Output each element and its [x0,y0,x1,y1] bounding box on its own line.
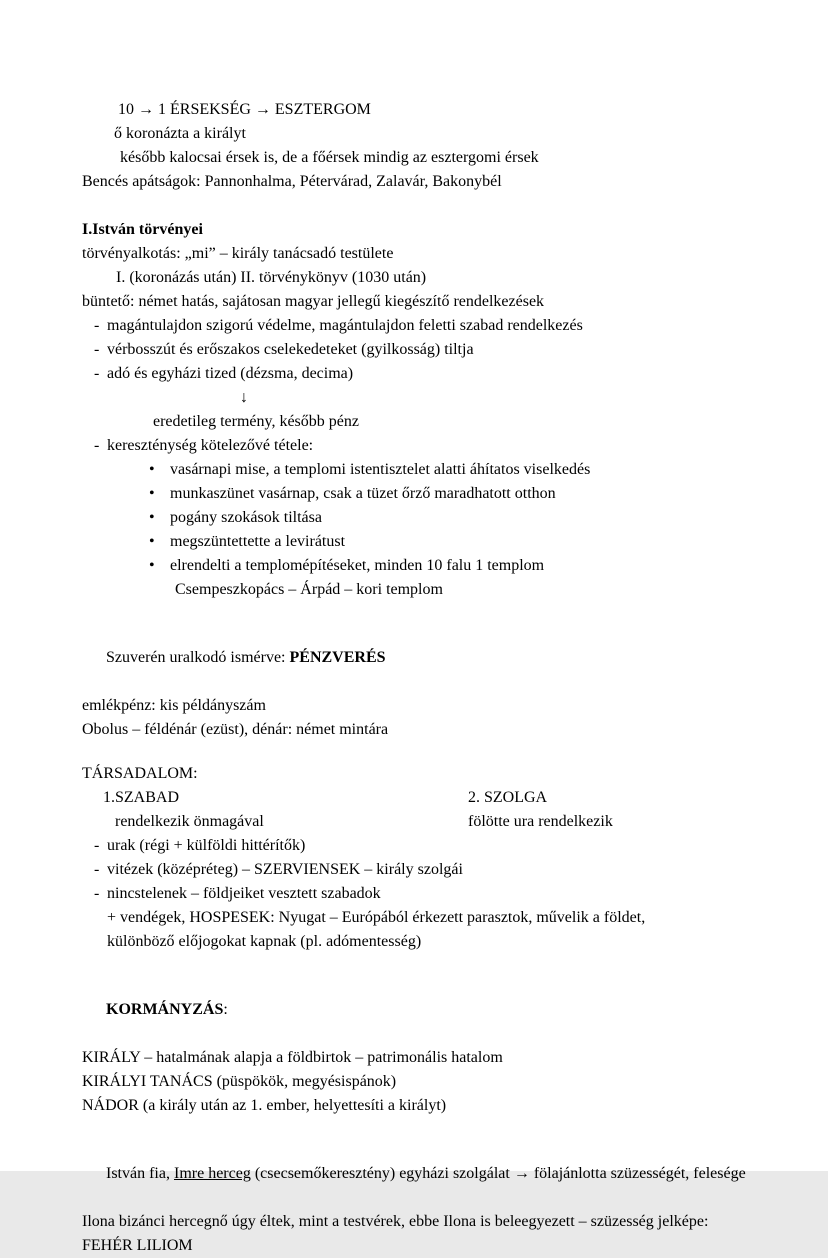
imre-line3-white-lily: FEHÉR LILIOM [82,1237,193,1254]
government-line-council: KIRÁLYI TANÁCS (püspökök, megyésispánok) [82,1073,397,1090]
society-servant-title: 2. SZOLGA [468,789,548,806]
dash-marker: - [94,837,100,854]
dash-marker: - [94,317,100,334]
bullet-marker: • [149,533,155,550]
laws-bullet-note: Csempeszkopács – Árpád – kori templom [175,581,443,598]
society-dash-item [82,834,784,858]
society-dash-item-text: vitézek (középréteg) – SZERVIENSEK – király szolgái [107,861,463,878]
government-line-king: KIRÁLY – hatalmának alapja a földbirtok – patrimonális hatalom [82,1049,503,1066]
dash-marker: - [94,341,100,358]
government-line-nador: NÁDOR (a király után az 1. ember, helyettesíti a királyt) [82,1097,447,1114]
laws-line-penal: büntető: német hatás, sajátosan magyar jellegű kiegészítő rendelkezések [82,293,545,310]
bullet-marker: • [149,485,155,502]
coinage-line-sovereign [82,622,784,694]
coinage-line-obolus: Obolus – féldénár (ezüst), dénár: német mintára [82,721,389,738]
laws-dash-item-text: magántulajdon szigorú védelme, magántulajdon feletti szabad rendelkezés [107,317,583,334]
laws-bullet-item-text: vasárnapi mise, a templomi istentisztelet alatti áhítatos viselkedés [170,461,591,478]
church-line-ersekseg: 10 → 1 ÉRSEKSÉG → ESZTERGOM [118,101,371,118]
laws-heading: I.István törvényei [82,221,203,238]
imre-line1-prefix: István fia, [106,1165,174,1182]
bullet-marker: • [149,461,155,478]
society-free-title: 1.SZABAD [103,789,180,806]
laws-bullet-item [82,554,784,578]
section-laws [82,218,784,602]
society-dash-item-text: urak (régi + külföldi hittérítők) [107,837,306,854]
church-line-abbeys: Bencés apátságok: Pannonhalma, Pétervárad, Zalavár, Bakonybél [82,173,502,190]
laws-arrow-note: eredetileg termény, később pénz [153,413,359,430]
dash-marker: - [94,365,100,382]
section-church [82,98,784,194]
imre-line1-suffix: (csecsemőkeresztény) egyházi szolgálat → fölajánlotta szüzességét, felesége [250,1165,746,1182]
bullet-marker: • [149,557,155,574]
section-imre [82,1138,784,1258]
laws-dash-item [82,314,784,338]
down-arrow-icon: ↓ [240,389,248,406]
laws-line-codes: I. (koronázás után) II. törvénykönyv (1030 után) [116,269,427,286]
bullet-marker: • [149,509,155,526]
laws-bullet-item [82,506,784,530]
section-coinage [82,622,784,742]
laws-bullet-item [82,530,784,554]
society-heading: TÁRSADALOM: [82,765,198,782]
laws-dash-item-text: kereszténység kötelezővé tétele: [107,437,314,454]
government-heading [82,974,784,1046]
laws-bullet-item-text: elrendelti a templomépítéseket, minden 10 falu 1 templom [170,557,545,574]
government-heading-word: KORMÁNYZÁS [106,1001,224,1018]
laws-dash-item-text: vérbosszút és erőszakos cselekedeteket (gyilkosság) tiltja [107,341,474,358]
imre-line1 [82,1138,784,1210]
dash-marker: - [94,861,100,878]
coinage-line-commemorative: emlékpénz: kis példányszám [82,697,266,714]
society-columns-titles [82,786,784,810]
society-dash-item-text: nincstelenek – földjeiket vesztett szabadok [107,885,381,902]
laws-bullet-item-text: megszüntettette a levirátust [170,533,346,550]
laws-bullet-item-text: munkaszünet vasárnap, csak a tüzet őrző maradhatott otthon [170,485,556,502]
laws-bullet-item-text: pogány szokások tiltása [170,509,322,526]
society-free-desc: rendelkezik önmagával [115,813,264,830]
laws-dash-item [82,362,784,386]
laws-line-legislation: törvényalkotás: „mi” – király tanácsadó testülete [82,245,394,262]
dash-marker: - [94,885,100,902]
laws-bullet-item [82,458,784,482]
society-columns-descs [82,810,784,834]
church-line-coronation: ő koronázta a királyt [114,125,246,142]
society-dash-item [82,858,784,882]
section-government [82,974,784,1118]
government-heading-colon: : [223,1001,228,1018]
section-society [82,762,784,954]
society-servant-desc: fölötte ura rendelkezik [468,813,613,830]
church-line-kalocsa: később kalocsai érsek is, de a főérsek mindig az esztergomi érsek [120,149,539,166]
society-dash-item [82,882,784,906]
society-hospes-line1: + vendégek, HOSPESEK: Nyugat – Európából érkezett parasztok, művelik a földet, [107,909,646,926]
coinage-prefix: Szuverén uralkodó ismérve: [106,649,290,666]
dash-marker: - [94,437,100,454]
society-hospes-line2: különböző előjogokat kapnak (pl. adómentesség) [107,933,422,950]
laws-dash-item-text: adó és egyházi tized (dézsma, decima) [107,365,354,382]
coinage-penzveres: PÉNZVERÉS [289,649,386,666]
laws-dash-item [82,338,784,362]
laws-dash-item-christianity [82,434,784,458]
imre-herceg-underlined: Imre herceg [173,1165,251,1182]
imre-line2: Ilona bizánci hercegnő úgy éltek, mint a testvérek, ebbe Ilona is beleegyezett – szüzesség jelképe: [82,1213,709,1230]
laws-bullet-item [82,482,784,506]
